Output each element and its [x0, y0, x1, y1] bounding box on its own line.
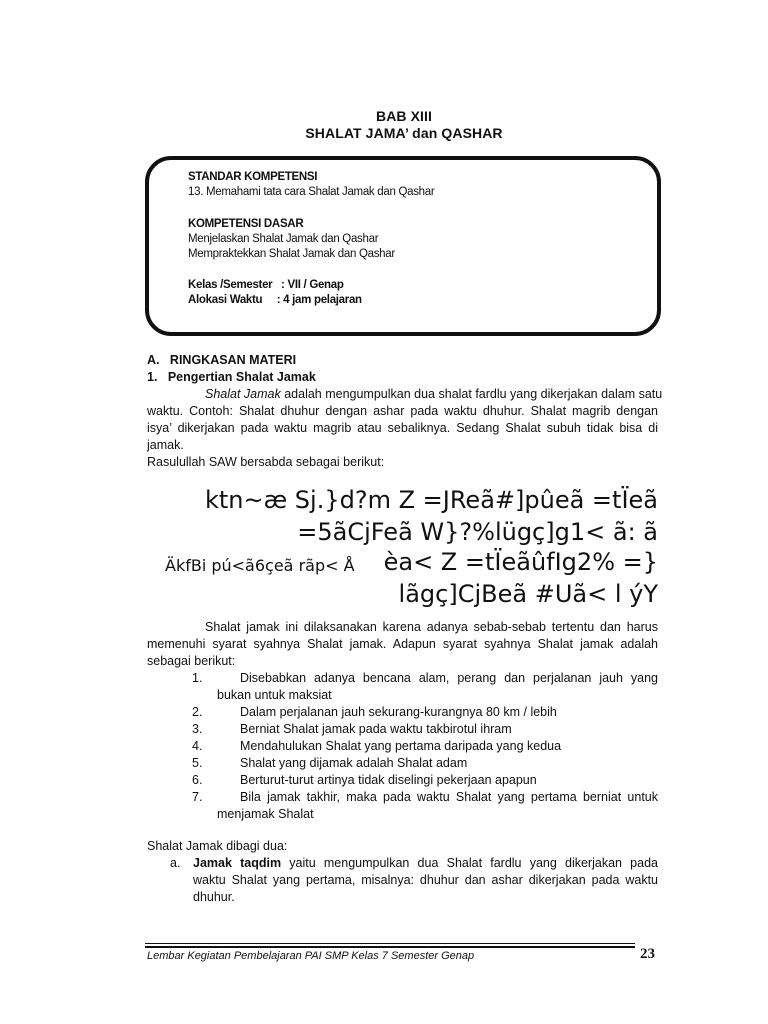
paragraph-line: waktu. Contoh: Shalat dhuhur dengan ashar pada waktu dhuhur. Shalat magrib dengan — [147, 404, 658, 418]
term-shalat-jamak: Shalat Jamak — [205, 387, 281, 401]
arabic-line: ÄkfBi pú<ã6çeã rãp< Å — [165, 556, 355, 575]
list-item-number: 2. — [192, 705, 203, 719]
list-item: Dalam perjalanan jauh sekurang-kurangnya 80 km / lebih — [240, 705, 557, 719]
division-intro: Shalat Jamak dibagi dua: — [147, 839, 288, 853]
competency-box — [145, 156, 661, 336]
time-allocation: Alokasi Waktu : 4 jam pelajaran — [188, 294, 362, 306]
list-item-number: 7. — [192, 790, 203, 804]
arabic-line: lãgç]CjBeã #Uã< l ýY — [398, 580, 658, 608]
list-item: Bila jamak takhir, maka pada waktu Shalat yang pertama berniat untuk — [240, 790, 658, 804]
list-item: Mendahulukan Shalat yang pertama daripada yang kedua — [240, 739, 562, 753]
standard-heading: STANDAR KOMPETENSI — [188, 171, 318, 183]
standard-item: 13. Memahami tata cara Shalat Jamak dan Qashar — [188, 186, 435, 198]
arabic-line: ktn~æ Sj.}d?m Z =JReã#]pûeã =tÏeã — [204, 486, 658, 514]
list-item: Berniat Shalat jamak pada waktu takbirotul ihram — [240, 722, 512, 736]
arabic-line: èa< Z =tÏeãûfIg2% =} — [383, 548, 658, 576]
list-item: Disebabkan adanya bencana alam, perang dan perjalanan jauh yang — [240, 671, 658, 685]
footer-rule — [145, 946, 635, 948]
footer-text: Lembar Kegiatan Pembelajaran PAI SMP Kelas 7 Semester Genap — [147, 950, 475, 962]
list-item-label: a. — [170, 856, 181, 870]
footer-rule — [145, 943, 635, 944]
list-item: Jamak taqdim yaitu mengumpulkan dua Shalat fardlu yang dikerjakan pada — [193, 856, 658, 870]
page-number: 23 — [640, 946, 655, 962]
hadith-intro: Rasulullah SAW bersabda sebagai berikut: — [147, 455, 385, 469]
list-item-number: 1. — [192, 671, 203, 685]
paragraph-line: jamak. — [147, 438, 184, 452]
list-item: Shalat yang dijamak adalah Shalat adam — [240, 756, 468, 770]
list-item-number: 3. — [192, 722, 203, 736]
section-subheading: 1. Pengertian Shalat Jamak — [147, 370, 316, 384]
chapter-label: BAB XIII — [375, 108, 433, 124]
paragraph-line: memenuhi syarat syahnya Shalat jamak. Adapun syarat syahnya Shalat jamak adalah — [147, 637, 658, 651]
basic-item: Menjelaskan Shalat Jamak dan Qashar — [188, 233, 379, 245]
arabic-line: =5ãCjFeã W}?%lügç]g1< ã: ã — [297, 518, 658, 546]
basic-item: Mempraktekkan Shalat Jamak dan Qashar — [188, 248, 395, 260]
list-item-number: 5. — [192, 756, 203, 770]
paragraph-line: Shalat jamak ini dilaksanakan karena adanya sebab-sebab tertentu dan harus — [205, 620, 658, 634]
list-item-number: 6. — [192, 773, 203, 787]
list-item-number: 4. — [192, 739, 203, 753]
list-item: dhuhur. — [193, 890, 235, 904]
section-heading: A. RINGKASAN MATERI — [147, 353, 297, 367]
list-item: bukan untuk maksiat — [217, 688, 332, 702]
list-item: menjamak Shalat — [217, 807, 314, 821]
paragraph-line: isya’ dikerjakan pada waktu magrib atau sebaliknya. Sedang Shalat subuh tidak bisa di — [147, 421, 658, 435]
term-jamak-taqdim: Jamak taqdim — [193, 856, 282, 870]
class-semester: Kelas /Semester : VII / Genap — [188, 279, 344, 291]
paragraph-line: sebagai berikut: — [147, 654, 236, 668]
paragraph-line: Shalat Jamak adalah mengumpulkan dua shalat fardlu yang dikerjakan dalam satu — [205, 387, 663, 401]
list-item: waktu Shalat yang pertama, misalnya: dhuhur dan ashar dikerjakan pada waktu — [193, 873, 658, 887]
basic-heading: KOMPETENSI DASAR — [188, 218, 304, 230]
chapter-title: SHALAT JAMA’ dan QASHAR — [305, 125, 503, 141]
list-item: Berturut-turut artinya tidak diselingi pekerjaan apapun — [240, 773, 537, 787]
